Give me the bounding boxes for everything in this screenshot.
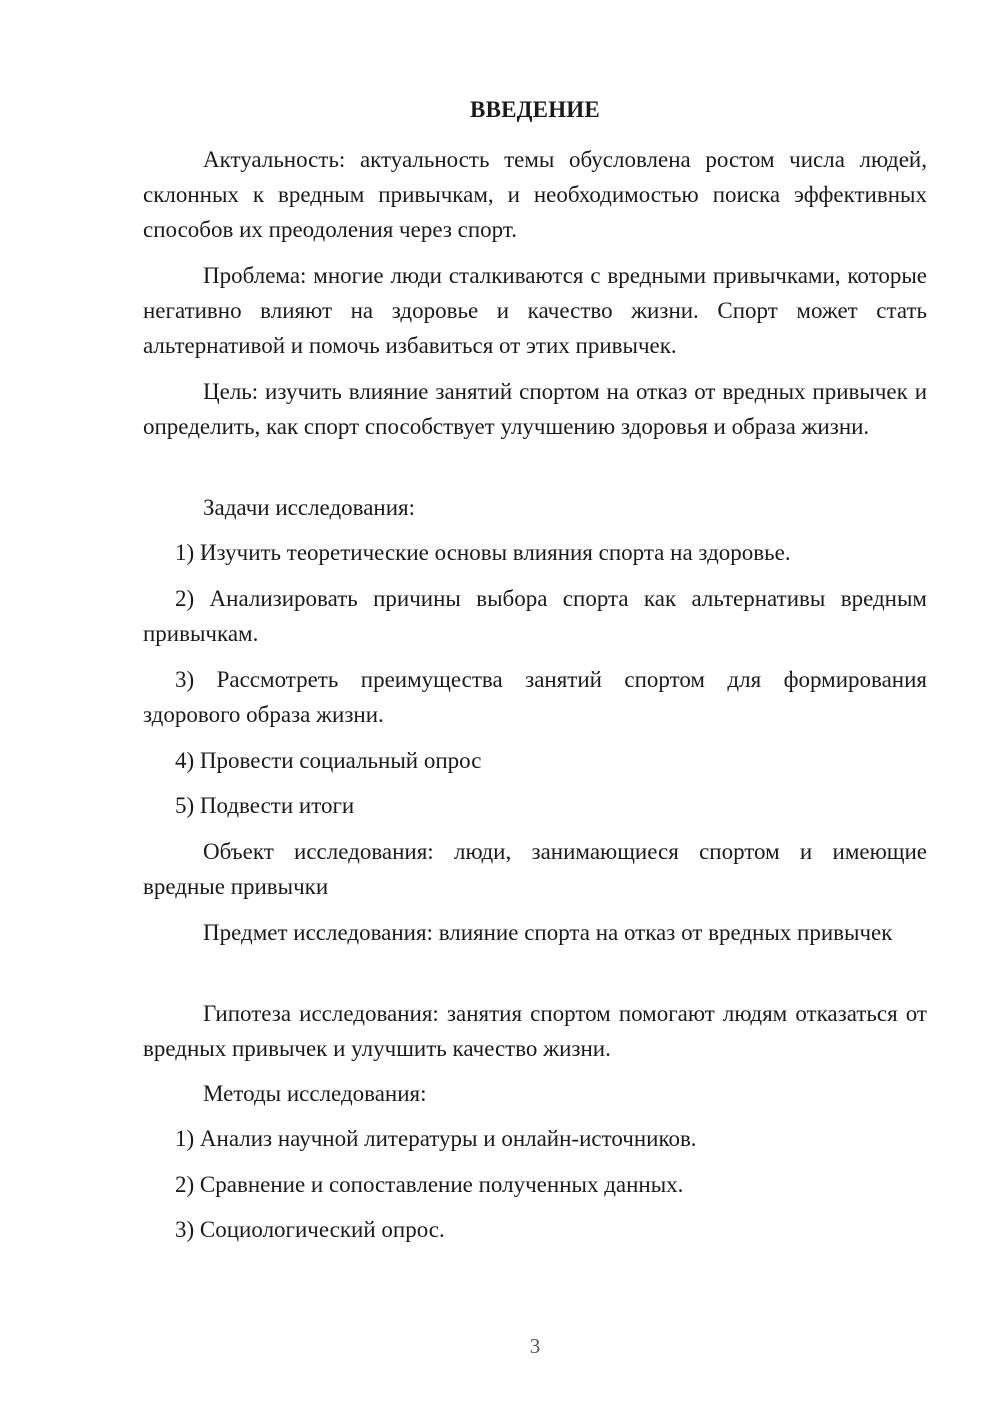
method-item: 3) Социологический опрос.: [175, 1217, 445, 1242]
task-item: 2) Анализировать причины выбора спорта как альтернативы вредным привычкам.: [143, 586, 927, 646]
goal-paragraph: Цель: изучить влияние занятий спортом на отказ от вредных привычек и определить, как спорт способствует улучшению здоровья и образа жизни.: [143, 379, 927, 439]
problem-paragraph: Проблема: многие люди сталкиваются с вредными привычками, которые негативно влияют на здоровье и качество жизни. Спорт может стать альтернативой и помочь избавиться от этих привычек.: [143, 263, 927, 358]
page-number: 3: [529, 1334, 541, 1358]
research-subject-paragraph: Предмет исследования: влияние спорта на отказ от вредных привычек: [203, 920, 893, 945]
task-item: 1) Изучить теоретические основы влияния спорта на здоровье.: [175, 540, 791, 565]
task-item: 5) Подвести итоги: [175, 793, 355, 818]
tasks-heading: Задачи исследования:: [203, 495, 416, 520]
task-item: 4) Провести социальный опрос: [175, 748, 482, 773]
method-item: 1) Анализ научной литературы и онлайн-источников.: [175, 1126, 697, 1151]
task-item: 3) Рассмотреть преимущества занятий спортом для формирования здорового образа жизни.: [143, 667, 927, 727]
hypothesis-paragraph: Гипотеза исследования: занятия спортом помогают людям отказаться от вредных привычек и улучшить качество жизни.: [143, 1001, 927, 1061]
research-object-paragraph: Объект исследования: люди, занимающиеся спортом и имеющие вредные привычки: [143, 839, 927, 899]
methods-heading: Методы исследования:: [203, 1081, 427, 1106]
method-item: 2) Сравнение и сопоставление полученных данных.: [175, 1172, 684, 1197]
page-title: ВВЕДЕНИЕ: [470, 97, 600, 122]
document-page: [143, 0, 927, 1414]
relevance-paragraph: Актуальность: актуальность темы обусловлена ростом числа людей, склонных к вредным привычкам, и необходимостью поиска эффективных способов их преодоления через спорт.: [143, 147, 927, 242]
